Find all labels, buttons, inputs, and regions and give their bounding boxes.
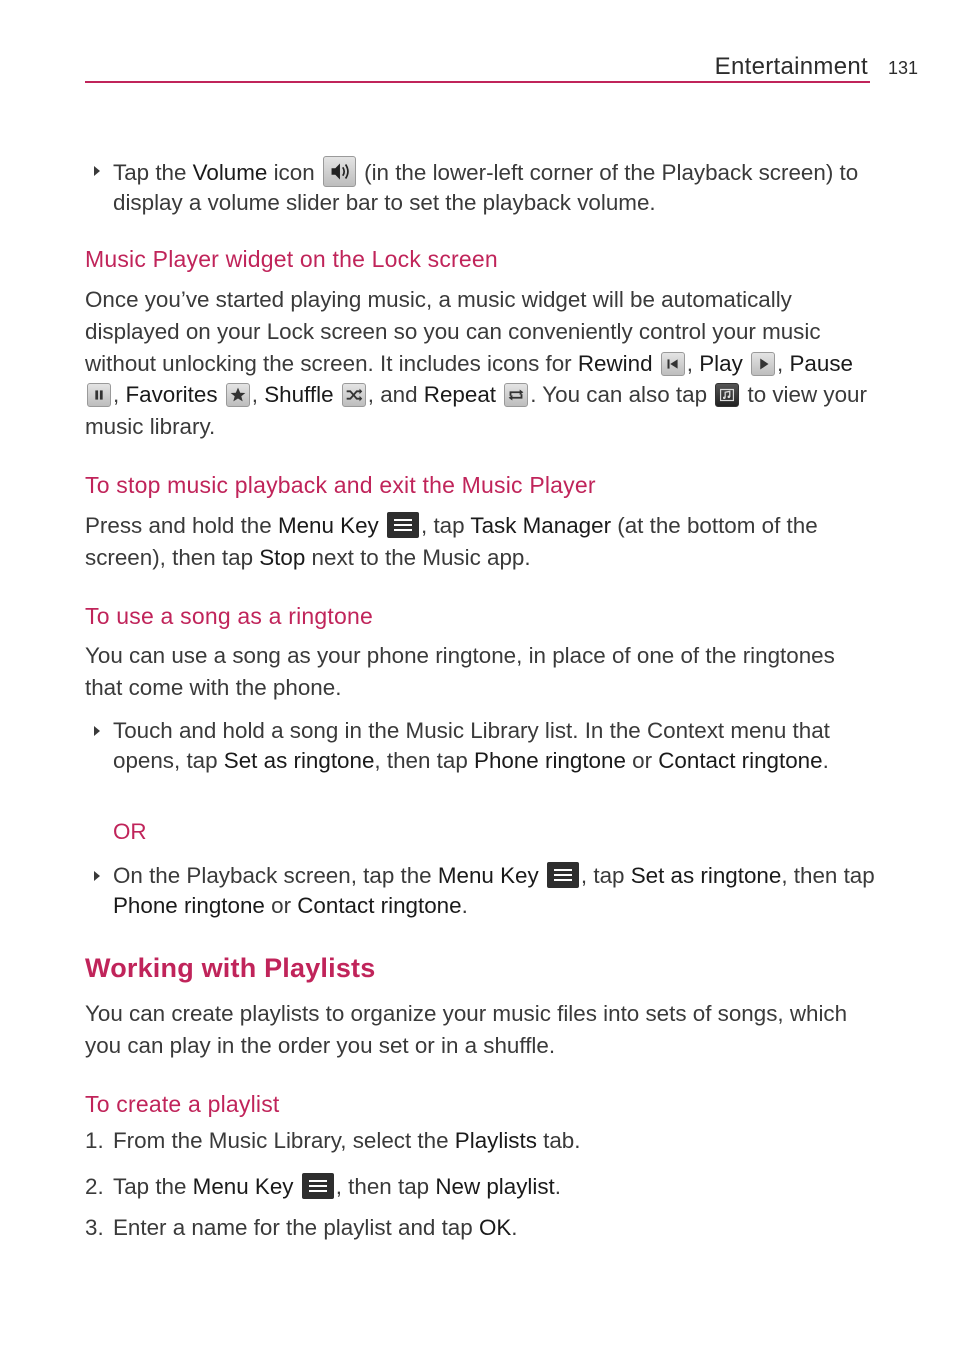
heading-stop-playback: To stop music playback and exit the Music Player — [85, 472, 596, 498]
step-2: 2. Tap the Menu Key , then tap New playlist. — [85, 1174, 562, 1199]
term-favorites: Favorites — [125, 382, 218, 408]
pause-icon — [87, 383, 111, 407]
term-task-manager: Task Manager — [470, 513, 612, 538]
playlists-intro: You can create playlists to organize your music files into sets of songs, which you can play in the order you set or in a shuffle. — [85, 1001, 848, 1058]
term-phone-ringtone: Phone ringtone — [113, 893, 265, 918]
running-header-section: Entertainment — [714, 53, 868, 80]
ringtone-bullet-1: Touch and hold a song in the Music Library list. In the Context menu that opens, tap Set as ringtone, then tap Phone ringtone or Contact ringtone. — [85, 716, 875, 776]
term-shuffle: Shuffle — [264, 382, 334, 408]
bullet-arrow-icon — [94, 726, 100, 736]
heading-widget-lock-screen: Music Player widget on the Lock screen — [85, 246, 498, 272]
term-set-as-ringtone: Set as ringtone — [630, 863, 782, 888]
term-ok: OK — [478, 1215, 512, 1240]
heading-song-ringtone: To use a song as a ringtone — [85, 603, 373, 629]
term-phone-ringtone: Phone ringtone — [474, 748, 626, 773]
heading-working-with-playlists: Working with Playlists — [85, 953, 376, 983]
term-volume: Volume — [192, 160, 268, 185]
menu-key-icon — [387, 512, 419, 538]
favorites-icon — [226, 383, 250, 407]
or-separator: OR — [113, 819, 147, 844]
repeat-icon — [504, 383, 528, 407]
term-menu-key: Menu Key — [437, 863, 539, 888]
step-3: 3. Enter a name for the playlist and tap OK. — [85, 1215, 518, 1240]
menu-key-icon — [547, 862, 579, 888]
ringtone-intro: You can use a song as your phone ringtone, in place of one of the ringtones that come with the phone. — [85, 643, 835, 700]
bullet-arrow-icon — [94, 871, 100, 881]
heading-create-playlist: To create a playlist — [85, 1091, 280, 1117]
term-pause: Pause — [789, 350, 853, 376]
term-rewind: Rewind — [577, 350, 653, 376]
term-play: Play — [699, 350, 743, 376]
term-menu-key: Menu Key — [277, 513, 379, 538]
term-contact-ringtone: Contact ringtone — [658, 748, 823, 773]
play-icon — [751, 352, 775, 376]
volume-icon — [323, 156, 356, 187]
ringtone-bullet-2: On the Playback screen, tap the Menu Key , tap Set as ringtone, then tap Phone ringtone or Contact ringtone. — [85, 861, 875, 921]
stop-paragraph: Press and hold the Menu Key , tap Task Manager (at the bottom of the screen), then tap Stop next to the Music app. — [85, 513, 818, 570]
step-1: 1. From the Music Library, select the Playlists tab. — [85, 1128, 581, 1153]
term-menu-key: Menu Key — [192, 1174, 294, 1199]
term-contact-ringtone: Contact ringtone — [297, 893, 462, 918]
term-playlists: Playlists — [454, 1128, 537, 1153]
page-number: 131 — [888, 58, 919, 78]
volume-bullet: Tap the Volume icon (in the lower-left corner of the Playback screen) to display a volume slider bar to set the playback volume. — [85, 156, 875, 218]
widget-paragraph: Once you’ve started playing music, a music widget will be automatically displayed on your Lock screen so you can conveniently control your music without unlocking the screen. It includes icons for Rewind , Play , Pause , Favorites , Shuffle , and Repeat . You can also tap to view your music library. — [85, 287, 867, 440]
shuffle-icon — [342, 383, 366, 407]
term-repeat: Repeat — [423, 382, 496, 408]
term-stop: Stop — [259, 544, 306, 570]
term-set-as-ringtone: Set as ringtone — [223, 748, 375, 773]
bullet-arrow-icon — [94, 166, 100, 176]
menu-key-icon — [302, 1173, 334, 1199]
rewind-icon — [661, 352, 685, 376]
music-library-icon — [715, 383, 739, 407]
header-rule — [85, 81, 870, 83]
term-new-playlist: New playlist — [435, 1174, 555, 1199]
